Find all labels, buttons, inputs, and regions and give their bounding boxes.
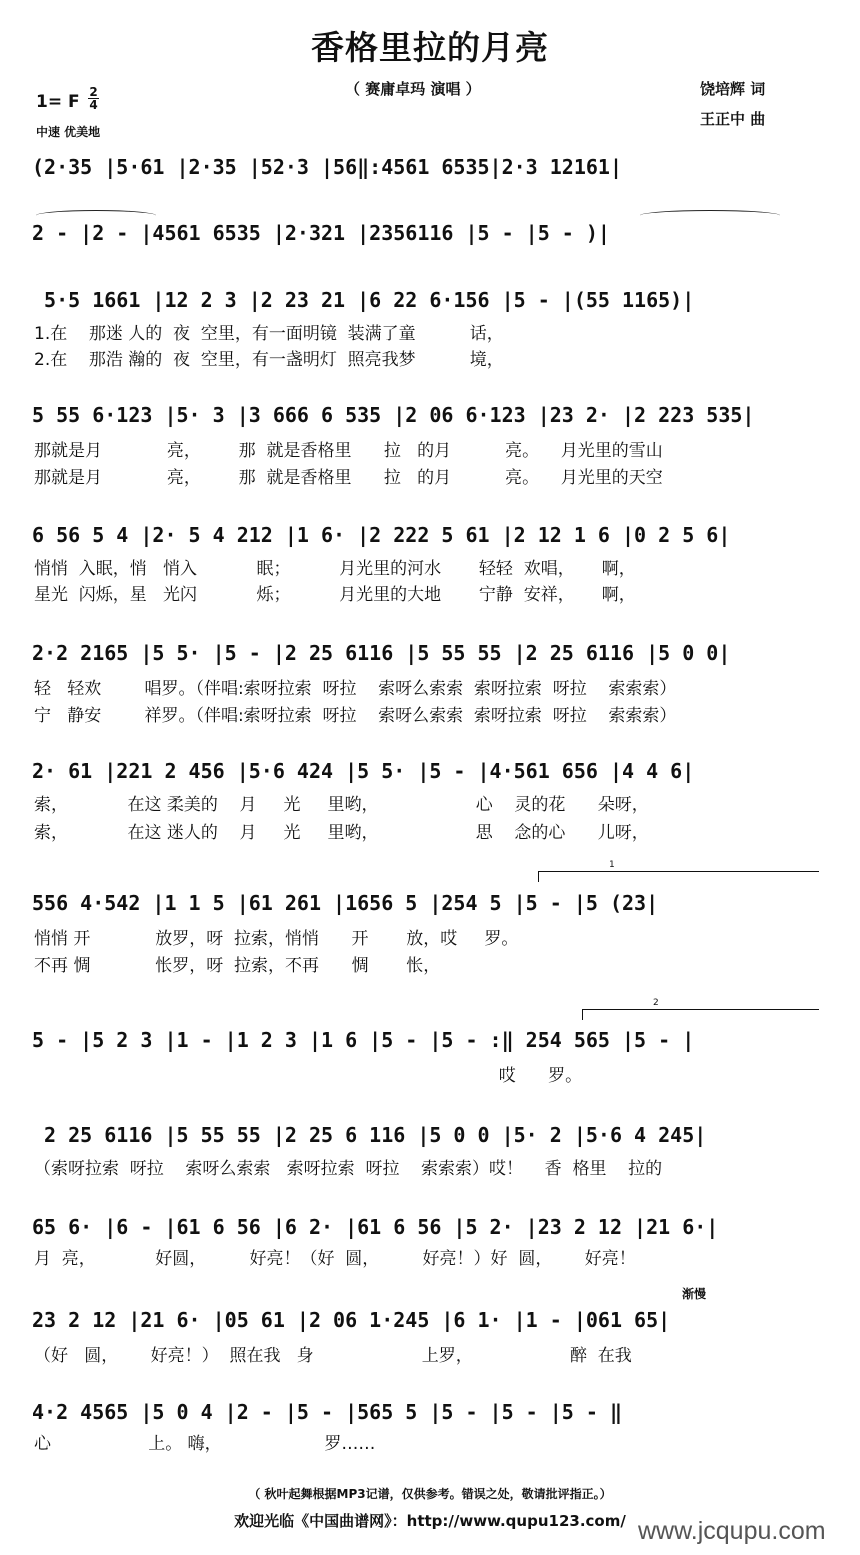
lyric-line-8-verse-2: 不再 惆 怅罗，呀 拉索，不再 惆 怅，	[34, 956, 441, 976]
transcription-note: （ 秋叶起舞根据MP3记谱，仅供参考。错误之处，敬请批评指正。）	[248, 1487, 612, 1501]
lyric-line-10: （索呀拉索 呀拉 索呀么索索 索呀拉索 呀拉 索索索）哎！ 香 格里 拉的	[34, 1159, 663, 1179]
tempo-marking: 中速 优美地	[36, 125, 101, 139]
lyricist-credit: 饶培辉 词	[700, 80, 766, 98]
notes-line-3: 5·5 1661 |12 2 3 |2 23 21 |6 22 6·156 |5 - |(55 1165)|	[32, 288, 695, 312]
lyric-line-4-verse-1: 那就是月 亮， 那 就是香格里 拉 的月 亮。 月光里的雪山	[34, 441, 663, 461]
lyric-line-4-verse-2: 那就是月 亮， 那 就是香格里 拉 的月 亮。 月光里的天空	[34, 468, 663, 488]
key-signature: 1= F	[36, 92, 80, 112]
meter-bottom: 4	[89, 98, 98, 112]
lyric-line-6-verse-1: 轻 轻欢 唱罗。（伴唱:索呀拉索 呀拉 索呀么索索 索呀拉索 呀拉 索索索）	[34, 679, 677, 699]
volta-2-bracket: 2	[582, 1009, 819, 1020]
notes-line-11: 65 6· |6 - |61 6 56 |6 2· |61 6 56 |5 2· |23 2 12 |21 6·|	[32, 1215, 719, 1239]
notes-line-10: 2 25 6116 |5 55 55 |2 25 6 116 |5 0 0 |5· 2 |5·6 4 245|	[32, 1123, 707, 1147]
watermark-logo: www.jcqupu.com	[638, 1517, 826, 1545]
lyric-line-3-verse-1: 1.在 那迷 人的 夜 空里，有一面明镜 装满了童 话，	[34, 324, 504, 344]
lyric-line-12: （好 圆， 好亮！） 照在我 身 上罗， 醉 在我	[34, 1346, 632, 1366]
volta-1-bracket: 1	[538, 871, 819, 882]
lyric-line-3-verse-2: 2.在 那浩 瀚的 夜 空里，有一盏明灯 照亮我梦 境，	[34, 350, 504, 370]
lyric-line-7-verse-1: 索， 在这 柔美的 月 光 里哟， 心 灵的花 朵呀，	[34, 795, 649, 815]
lyric-line-7-verse-2: 索， 在这 迷人的 月 光 里哟， 思 念的心 儿呀，	[34, 823, 649, 843]
time-signature	[88, 86, 99, 111]
notes-line-5: 6 56 5 4 |2· 5 4 212 |1 6· |2 222 5 61 |2 12 1 6 |0 2 5 6|	[32, 523, 731, 547]
lyric-line-13: 心 上。 嗨， 罗……	[34, 1434, 376, 1454]
notes-line-13: 4·2 4565 |5 0 4 |2 - |5 - |565 5 |5 - |5 - |5 - ‖	[32, 1400, 623, 1424]
composer-credit: 王正中 曲	[700, 110, 766, 128]
song-title: 香格里拉的月亮	[311, 28, 549, 67]
notes-line-6: 2·2 2165 |5 5· |5 - |2 25 6116 |5 55 55 |2 25 6116 |5 0 0|	[32, 641, 731, 665]
notes-line-8: 556 4·542 |1 1 5 |61 261 |1656 5 |254 5 |5 - |5 (23|	[32, 891, 659, 915]
ritardando-marking: 渐慢	[682, 1287, 707, 1301]
site-welcome-link[interactable]: 欢迎光临《中国曲谱网》：http://www.qupu123.com/	[234, 1512, 626, 1530]
notes-line-4: 5 55 6·123 |5· 3 |3 666 6 535 |2 06 6·123 |23 2· |2 223 535|	[32, 403, 755, 427]
lyric-line-9: 哎 罗。	[34, 1066, 583, 1086]
singer-credit: （ 赛庸卓玛 演唱 ）	[345, 80, 481, 98]
notes-line-2: 2 - |2 - |4561 6535 |2·321 |2356116 |5 - |5 - )|	[32, 221, 610, 245]
lyric-line-8-verse-1: 悄悄 开 放罗，呀 拉索，悄悄 开 放，哎 罗。	[34, 929, 519, 949]
lyric-line-5-verse-2: 星光 闪烁，星 光闪 烁； 月光里的大地 宁静 安祥， 啊，	[34, 585, 636, 605]
notes-line-7: 2· 61 |221 2 456 |5·6 424 |5 5· |5 - |4·561 656 |4 4 6|	[32, 759, 695, 783]
meter-top: 2	[89, 85, 98, 99]
notes-line-1: (2·35 |5·61 |2·35 |52·3 |56‖:4561 6535|2·3 12161|	[32, 155, 623, 179]
lyric-line-11: 月 亮， 好圆， 好亮！（好 圆， 好亮！）好 圆， 好亮！	[34, 1249, 636, 1269]
lyric-line-6-verse-2: 宁 静安 祥罗。（伴唱:索呀拉索 呀拉 索呀么索索 索呀拉索 呀拉 索索索）	[34, 706, 677, 726]
notes-line-12: 23 2 12 |21 6· |05 61 |2 06 1·245 |6 1· |1 - |061 65|	[32, 1308, 671, 1332]
notes-line-9: 5 - |5 2 3 |1 - |1 2 3 |1 6 |5 - |5 - :‖ 254 565 |5 - |	[32, 1028, 695, 1052]
lyric-line-5-verse-1: 悄悄 入眠，悄 悄入 眠； 月光里的河水 轻轻 欢唱， 啊，	[34, 559, 636, 579]
